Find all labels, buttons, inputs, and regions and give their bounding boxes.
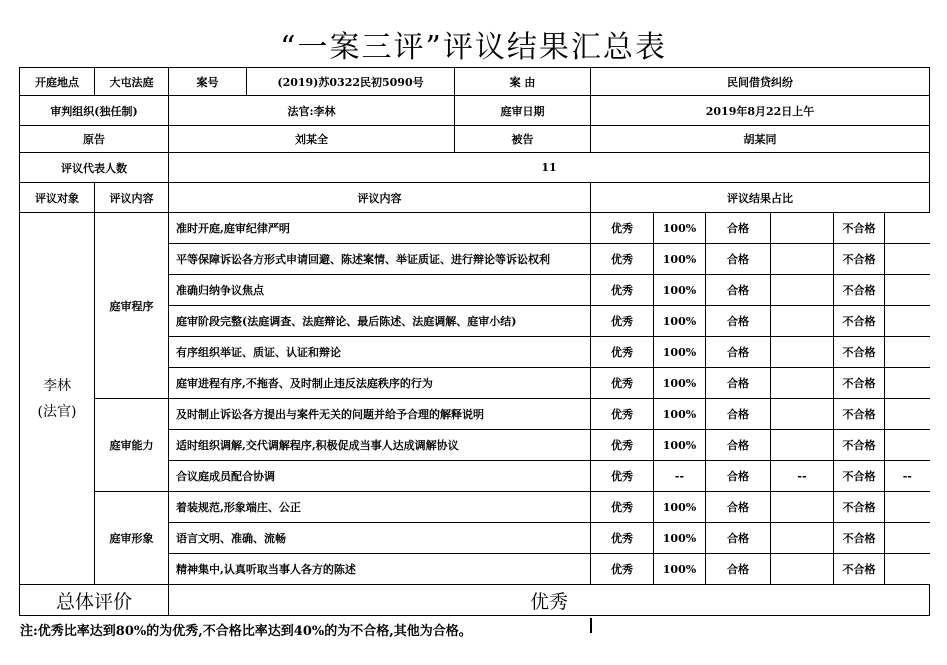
rating-fail-label: 不合格 [834, 554, 885, 585]
rating-excellent-pct: -- [654, 461, 706, 492]
rating-fail-pct [885, 244, 930, 275]
rating-excellent-label: 优秀 [591, 306, 654, 337]
rating-excellent-pct: 100% [654, 213, 706, 244]
rating-fail-label: 不合格 [834, 337, 885, 368]
case-no-label: 案号 [169, 68, 247, 96]
rating-excellent-label: 优秀 [591, 399, 654, 430]
criterion-text: 庭审阶段完整(法庭调查、法庭辩论、最后陈述、法庭调解、庭审小结) [169, 306, 591, 337]
panel-label: 审判组织(独任制) [20, 96, 169, 126]
criterion-text: 及时制止诉讼各方提出与案件无关的问题并给予合理的解释说明 [169, 399, 591, 430]
criterion-text: 适时组织调解,交代调解程序,积极促成当事人达成调解协议 [169, 430, 591, 461]
column-result: 评议结果占比 [591, 183, 930, 213]
rating-pass-label: 合格 [706, 244, 771, 275]
category-name: 庭审能力 [95, 399, 169, 492]
criterion-text: 庭审进程有序,不拖沓、及时制止违反法庭秩序的行为 [169, 368, 591, 399]
plaintiff-value: 刘某全 [169, 126, 455, 153]
rating-pass-label: 合格 [706, 337, 771, 368]
rating-excellent-pct: 100% [654, 554, 706, 585]
header-row-2 [20, 96, 930, 126]
date-value: 2019年8月22日上午 [591, 96, 930, 126]
criterion-text: 准时开庭,庭审纪律严明 [169, 213, 591, 244]
reviewers-label: 评议代表人数 [20, 153, 169, 183]
column-content-type: 评议内容 [95, 183, 169, 213]
rating-fail-label: 不合格 [834, 244, 885, 275]
rating-excellent-label: 优秀 [591, 337, 654, 368]
rating-pass-label: 合格 [706, 492, 771, 523]
column-content: 评议内容 [169, 183, 591, 213]
rating-excellent-label: 优秀 [591, 275, 654, 306]
plaintiff-label: 原告 [20, 126, 169, 153]
rating-fail-label: 不合格 [834, 213, 885, 244]
column-object: 评议对象 [20, 183, 95, 213]
rating-fail-pct [885, 492, 930, 523]
rating-fail-pct [885, 213, 930, 244]
rating-fail-pct [885, 337, 930, 368]
rating-pass-pct [771, 523, 834, 554]
table-row [20, 399, 930, 430]
rating-pass-pct [771, 275, 834, 306]
rating-pass-label: 合格 [706, 399, 771, 430]
rating-fail-label: 不合格 [834, 492, 885, 523]
rating-fail-pct [885, 306, 930, 337]
date-label: 庭审日期 [455, 96, 591, 126]
subject-role: (法官) [37, 403, 77, 420]
rating-excellent-pct: 100% [654, 523, 706, 554]
criterion-text: 精神集中,认真听取当事人各方的陈述 [169, 554, 591, 585]
criterion-text: 有序组织举证、质证、认证和辩论 [169, 337, 591, 368]
rating-excellent-pct: 100% [654, 244, 706, 275]
rating-fail-label: 不合格 [834, 306, 885, 337]
rating-pass-pct [771, 306, 834, 337]
rating-excellent-pct: 100% [654, 430, 706, 461]
rating-fail-pct: -- [885, 461, 930, 492]
criterion-text: 合议庭成员配合协调 [169, 461, 591, 492]
rating-excellent-label: 优秀 [591, 461, 654, 492]
rating-pass-label: 合格 [706, 368, 771, 399]
defendant-label: 被告 [455, 126, 591, 153]
rating-pass-pct [771, 337, 834, 368]
rating-pass-label: 合格 [706, 430, 771, 461]
rating-pass-label: 合格 [706, 461, 771, 492]
rating-excellent-pct: 100% [654, 399, 706, 430]
rating-pass-label: 合格 [706, 554, 771, 585]
rating-excellent-label: 优秀 [591, 492, 654, 523]
rating-excellent-pct: 100% [654, 275, 706, 306]
footnote: 注:优秀比率达到80%的为优秀,不合格比率达到40%的为不合格,其他为合格。 [20, 624, 472, 639]
cause-value: 民间借贷纠纷 [591, 68, 930, 96]
rating-pass-pct [771, 244, 834, 275]
reviewers-value: 11 [169, 153, 930, 183]
rating-excellent-label: 优秀 [591, 523, 654, 554]
overall-label: 总体评价 [20, 585, 169, 616]
case-no-value: (2019)苏0322民初5090号 [247, 68, 455, 96]
defendant-value: 胡某同 [591, 126, 930, 153]
rating-pass-label: 合格 [706, 306, 771, 337]
criterion-text: 准确归纳争议焦点 [169, 275, 591, 306]
rating-fail-pct [885, 399, 930, 430]
header-row-3 [20, 126, 930, 153]
rating-excellent-pct: 100% [654, 337, 706, 368]
rating-pass-pct [771, 430, 834, 461]
rating-excellent-pct: 100% [654, 306, 706, 337]
rating-excellent-label: 优秀 [591, 554, 654, 585]
rating-fail-pct [885, 430, 930, 461]
rating-fail-label: 不合格 [834, 399, 885, 430]
table-row [20, 492, 930, 523]
rating-pass-pct [771, 213, 834, 244]
rating-pass-label: 合格 [706, 213, 771, 244]
cause-label: 案 由 [455, 68, 591, 96]
rating-excellent-label: 优秀 [591, 213, 654, 244]
evaluation-table [19, 67, 930, 616]
rating-fail-pct [885, 368, 930, 399]
rating-fail-pct [885, 523, 930, 554]
rating-pass-pct [771, 492, 834, 523]
rating-excellent-pct: 100% [654, 492, 706, 523]
rating-fail-label: 不合格 [834, 461, 885, 492]
header-row-4 [20, 153, 930, 183]
subject-name: 李林 [43, 377, 71, 394]
rating-fail-label: 不合格 [834, 275, 885, 306]
rating-excellent-label: 优秀 [591, 368, 654, 399]
rating-pass-pct [771, 399, 834, 430]
subject-cell [20, 213, 95, 585]
criterion-text: 着装规范,形象端庄、公正 [169, 492, 591, 523]
criterion-text: 平等保障诉讼各方形式申请回避、陈述案情、举证质证、进行辩论等诉讼权利 [169, 244, 591, 275]
text-cursor [590, 618, 592, 633]
column-header-row [20, 183, 930, 213]
rating-pass-label: 合格 [706, 275, 771, 306]
rating-pass-label: 合格 [706, 523, 771, 554]
header-row-1 [20, 68, 930, 96]
location-value: 大屯法庭 [95, 68, 169, 96]
criterion-text: 语言文明、准确、流畅 [169, 523, 591, 554]
rating-excellent-label: 优秀 [591, 430, 654, 461]
location-label: 开庭地点 [20, 68, 95, 96]
rating-fail-label: 不合格 [834, 523, 885, 554]
rating-fail-pct [885, 275, 930, 306]
rating-pass-pct: -- [771, 461, 834, 492]
rating-excellent-label: 优秀 [591, 244, 654, 275]
overall-value: 优秀 [169, 585, 930, 616]
rating-fail-label: 不合格 [834, 368, 885, 399]
rating-pass-pct [771, 368, 834, 399]
overall-row [20, 585, 930, 616]
table-row [20, 213, 930, 244]
category-name: 庭审程序 [95, 213, 169, 399]
rating-pass-pct [771, 554, 834, 585]
rating-fail-pct [885, 554, 930, 585]
panel-value: 法官:李林 [169, 96, 455, 126]
category-name: 庭审形象 [95, 492, 169, 585]
page-title: “一案三评”评议结果汇总表 [280, 30, 667, 65]
rating-excellent-pct: 100% [654, 368, 706, 399]
rating-fail-label: 不合格 [834, 430, 885, 461]
